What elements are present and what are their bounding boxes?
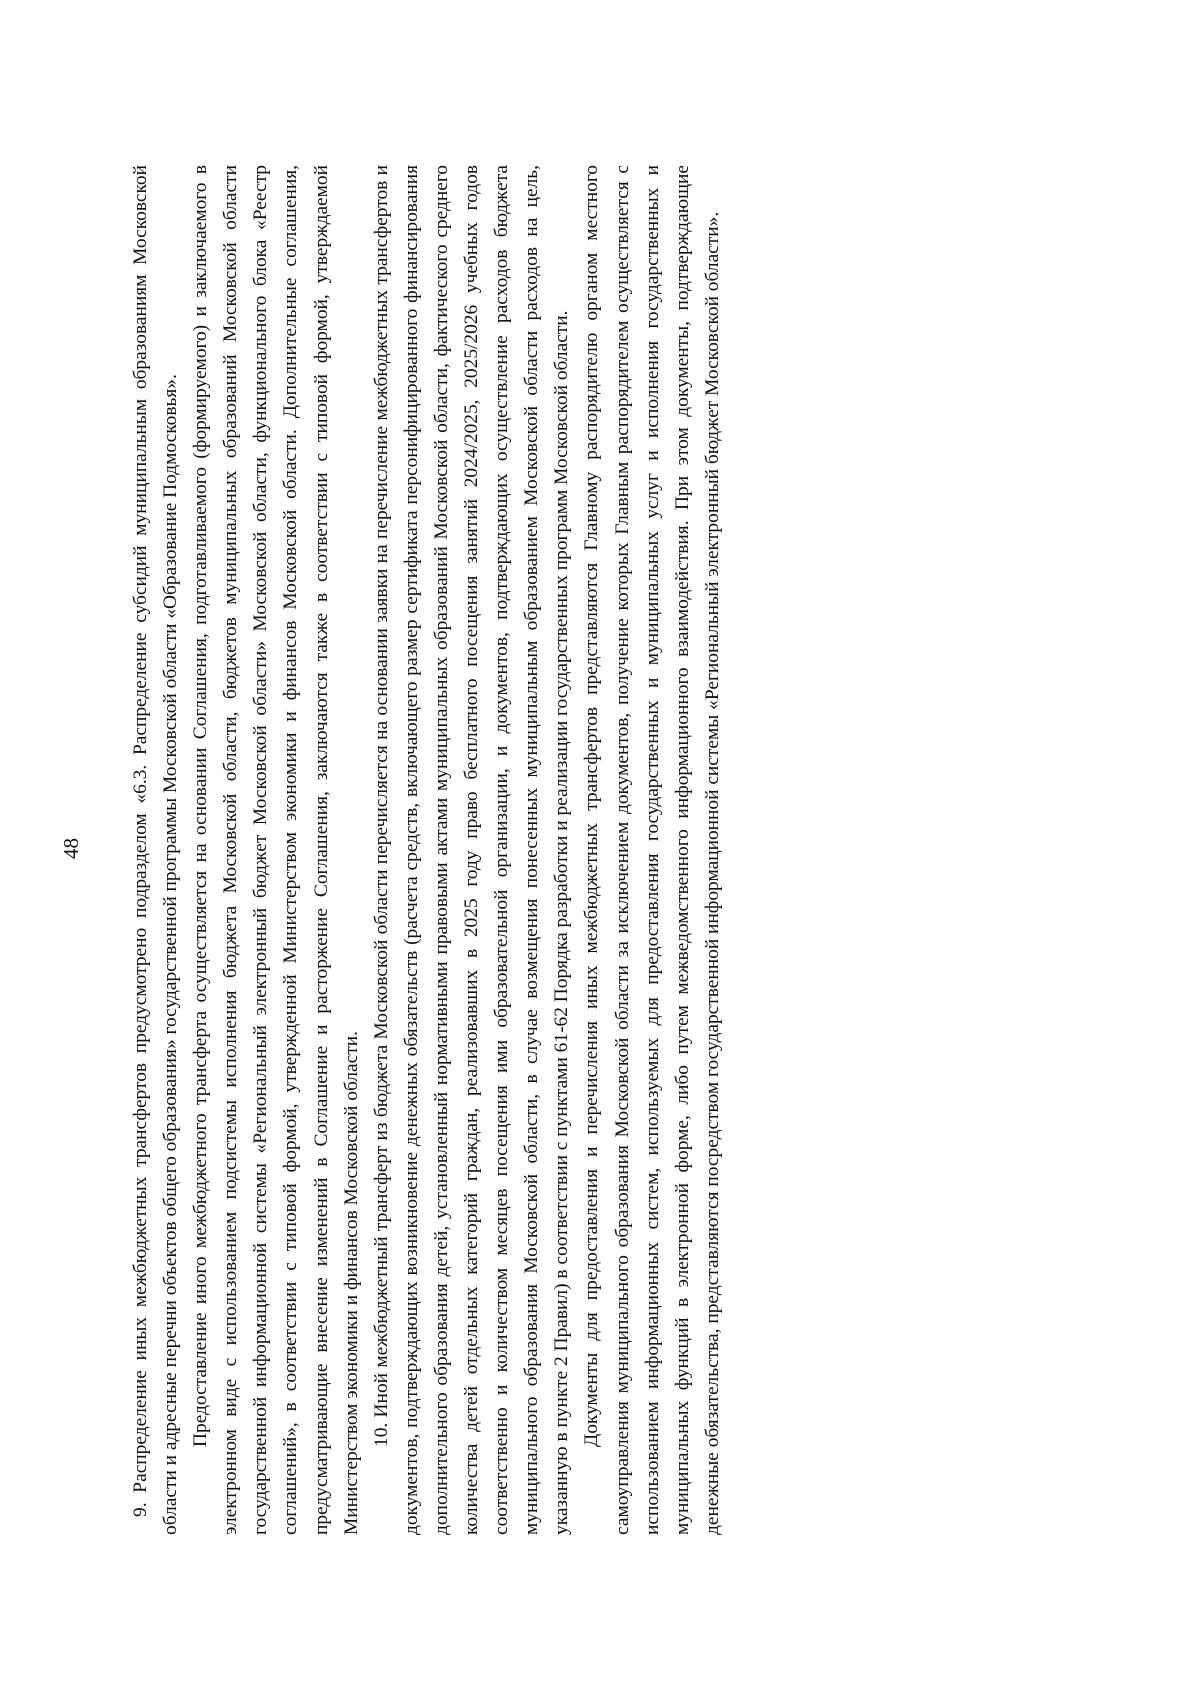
page-number: 48	[59, 838, 83, 859]
paragraph-10: 10. Иной межбюджетный трансферт из бюджета Московской области перечисляется на основании заявки на перечисление межбюджетных трансфертов и документов, подтверждающих возникновение денежных обязательств (расчета средств, включающего размер сертификата персонифицированного финансирования дополнительного образования детей, установленный нормативными правовыми актами муниципальных образований Московской области, фактического среднего количества детей отдельных категорий граждан, реализовавших в 2025 году право бесплатного посещения занятий 2024/2025, 2025/2026 учебных годов соответственно и количеством месяцев посещения ими образовательной организации, и документов, подтверждающих осуществление расходов бюджета муниципального образования Московской области, в случае возмещения понесенных муниципальным образованием Московской области расходов на цель, указанную в пункте 2 Правил) в соответствии с пунктами 61-62 Порядка разработки и реализации государственных программ Московской области.	[370, 165, 573, 1535]
paragraph-9: 9. Распределение иных межбюджетных трансфертов предусмотрено подразделом «6.3. Распределение субсидий муниципальным образованиям Московской области и адресные перечни объектов общего образования» государственной программы Московской области «Образование Подмосковья».	[130, 165, 182, 1535]
paragraph-agreement: Предоставление иного межбюджетного трансферта осуществляется на основании Соглашения, подготавливаемого (формируемого) и заключаемого в электронном виде с использованием подсистемы исполнения бюджета Московской области, бюджетов муниципальных образований Московской области государственной информационной системы «Региональный электронный бюджет Московской области» Московской области, функционального блока «Реестр соглашений», в соответствии с типовой формой, утвержденной Министерством экономики и финансов Московской области. Дополнительные соглашения, предусматривающие внесение изменений в Соглашение и расторжение Соглашения, заключаются также в соответствии с типовой формой, утверждаемой Министерством экономики и финансов Московской области.	[190, 165, 362, 1535]
paragraph-documents: Документы для предоставления и перечисления иных межбюджетных трансфертов представляются Главному распорядителю органом местного самоуправления муниципального образования Московской области за исключением документов, получение которых Главным распорядителем осуществляется с использованием информационных систем, используемых для предоставления государственных и муниципальных услуг и исполнения государственных и муниципальных функций в электронной форме, либо путем межведомственного информационного взаимодействия. При этом документы, подтверждающие денежные обязательства, представляются посредством государственной информационной системы «Региональный электронный бюджет Московской области».	[581, 165, 723, 1535]
document-body	[126, 165, 728, 1535]
